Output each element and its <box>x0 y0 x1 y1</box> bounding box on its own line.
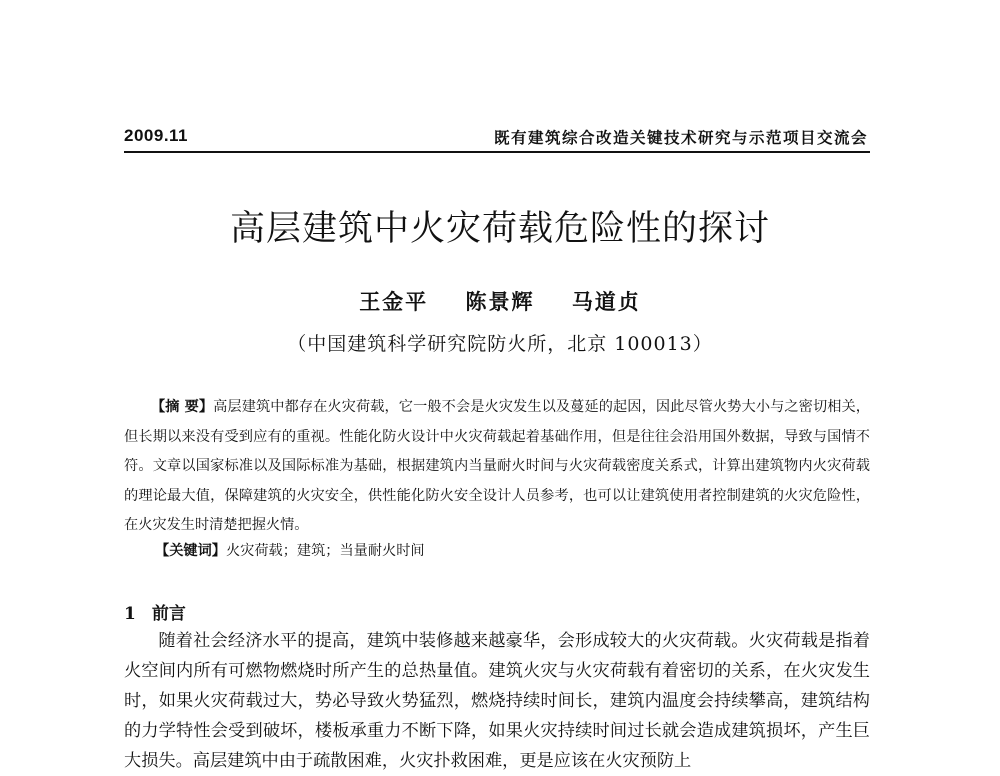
header-journal: 既有建筑综合改造关键技术研究与示范项目交流会 <box>493 128 868 147</box>
author-2: 陈景辉 <box>465 289 535 314</box>
keywords-label: 【关键词】 <box>155 543 226 559</box>
section-title: 前言 <box>151 604 186 624</box>
header-rule <box>124 151 870 153</box>
abstract-text: 高层建筑中都存在火灾荷载，它一般不会是火灾发生以及蔓延的起因，因此尽管火势大小与之密切相关，但长期以来没有受到应有的重视。性能化防火设计中火灾荷载起着基础作用，但是往往会沿用国外数据，导致与国情不符。文章以国家标准以及国际标准为基础，根据建筑内当量耐火时间与火灾荷载密度关系式，计算出建筑物内火灾荷载的理论最大值，保障建筑的火灾安全，供性能化防火安全设计人员参考，也可以让建筑使用者控制建筑的火灾危险性，在火灾发生时清楚把握火情。 <box>124 399 870 533</box>
keywords <box>155 540 425 560</box>
section-heading <box>124 599 186 624</box>
abstract-label: 【摘 要】 <box>150 399 214 415</box>
affiliation: （中国建筑科学研究院防火所，北京 100013） <box>287 333 713 355</box>
author-1: 王金平 <box>359 289 429 314</box>
abstract <box>124 393 870 541</box>
authors <box>0 286 1000 316</box>
header-date: 2009.11 <box>124 126 189 145</box>
author-3: 马道贞 <box>571 289 641 314</box>
keywords-text: 火灾荷载；建筑；当量耐火时间 <box>225 543 425 559</box>
paper-title: 高层建筑中火灾荷载危险性的探讨 <box>229 209 770 249</box>
body-paragraph: 随着社会经济水平的提高，建筑中装修越来越豪华，会形成较大的火灾荷载。火灾荷载是指着火空间内所有可燃物燃烧时所产生的总热量值。建筑火灾与火灾荷载有着密切的关系，在火灾发生时，如果火灾荷载过大，势必导致火势猛烈，燃烧持续时间长，建筑内温度会持续攀高，建筑结构的力学特性会受到破坏，楼板承重力不断下降，如果火灾持续时间过长就会造成建筑损坏，产生巨大损失。高层建筑中由于疏散困难，火灾扑救困难，更是应该在火灾预防上 <box>124 631 870 771</box>
section-number: 1 <box>124 604 136 624</box>
